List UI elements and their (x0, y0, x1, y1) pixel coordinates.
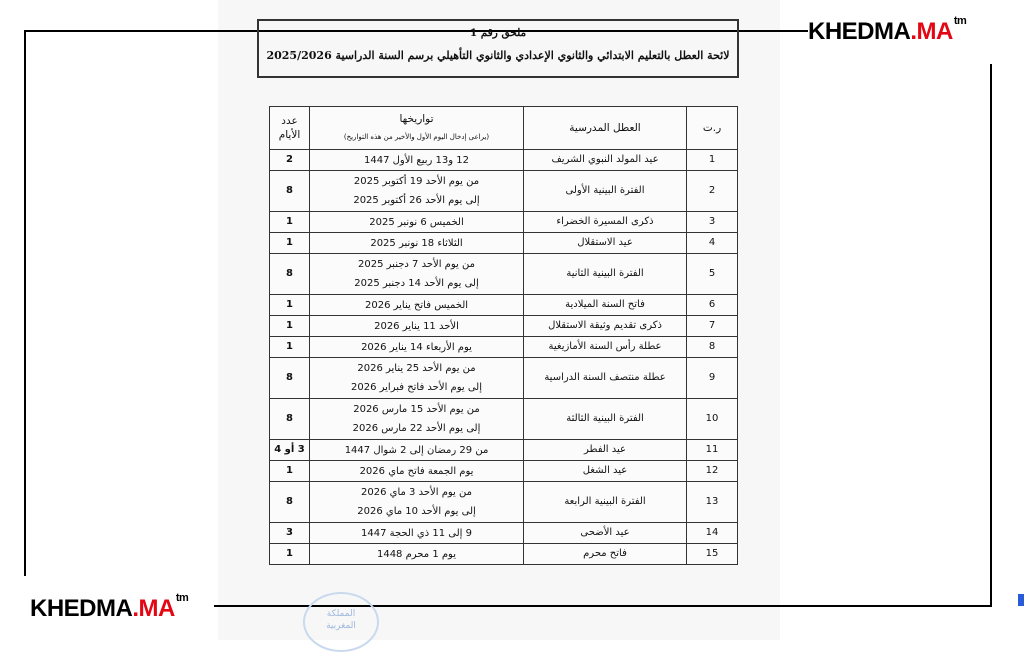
table-row (270, 461, 738, 482)
row-number: 8 (687, 337, 738, 358)
holiday-dates (310, 316, 524, 337)
date-line: يوم الأربعاء 14 يناير 2026 (361, 341, 472, 353)
table-row (270, 440, 738, 461)
holiday-dates (310, 254, 524, 295)
row-number: 6 (687, 295, 738, 316)
holiday-dates (310, 523, 524, 544)
document-title: لائحة العطل بالتعليم الابتدائي والثانوي الإعدادي والثانوي التأهيلي برسم السنة الدراسية 2025/2026 (266, 49, 730, 62)
holiday-name: عيد المولد النبوي الشريف (524, 150, 687, 171)
holiday-name: الفترة البينية الأولى (524, 171, 687, 212)
table-row (270, 544, 738, 565)
row-number: 7 (687, 316, 738, 337)
date-line: الخميس فاتح يناير 2026 (364, 299, 469, 311)
header-dates-label: تواريخها (399, 113, 434, 125)
holiday-name: عيد الفطر (524, 440, 687, 461)
days-count: 1 (270, 233, 310, 254)
days-count: 3 أو 4 (270, 440, 310, 461)
days-count: 8 (270, 399, 310, 440)
table-row (270, 212, 738, 233)
document-title-box (257, 19, 739, 78)
days-count: 2 (270, 150, 310, 171)
frame-line-right (990, 64, 992, 606)
table-row (270, 171, 738, 212)
date-line: إلى يوم الأحد 14 دجنبر 2025 (354, 278, 479, 289)
date-line: يوم 1 محرم 1448 (376, 548, 457, 560)
date-line: 9 إلى 11 ذي الحجة 1447 (360, 527, 472, 539)
table-header-row (270, 107, 738, 150)
holiday-dates (310, 399, 524, 440)
holiday-dates (310, 461, 524, 482)
table-row (270, 399, 738, 440)
holiday-dates (310, 233, 524, 254)
date-line: من يوم الأحد 15 مارس 2026 (353, 404, 480, 415)
date-line: إلى يوم الأحد 22 مارس 2026 (352, 423, 481, 434)
table-row (270, 254, 738, 295)
holiday-name: ذكرى المسيرة الخضراء (524, 212, 687, 233)
date-line: إلى يوم الأحد 26 أكتوبر 2025 (353, 195, 480, 206)
holiday-dates (310, 358, 524, 399)
brand-logo-top: $KHEDMA.MA^{tm}$ (808, 15, 967, 45)
date-line: من يوم الأحد 25 يناير 2026 (357, 363, 476, 374)
holiday-name: عطلة رأس السنة الأمازيغية (524, 337, 687, 358)
row-number: 15 (687, 544, 738, 565)
days-count: 3 (270, 523, 310, 544)
holiday-name: عيد الأضحى (524, 523, 687, 544)
holiday-name: الفترة البينية الثانية (524, 254, 687, 295)
days-count: 8 (270, 254, 310, 295)
holiday-dates (310, 482, 524, 523)
holiday-name: فاتح السنة الميلادية (524, 295, 687, 316)
days-count: 8 (270, 358, 310, 399)
holiday-dates (310, 337, 524, 358)
days-count: 8 (270, 482, 310, 523)
date-line: إلى يوم الأحد 10 ماي 2026 (357, 506, 476, 517)
stamp-line-1: المملكة (326, 609, 356, 619)
table-row (270, 337, 738, 358)
table-row (270, 482, 738, 523)
days-count: 1 (270, 295, 310, 316)
row-number: 2 (687, 171, 738, 212)
holiday-dates (310, 171, 524, 212)
table-row (270, 233, 738, 254)
date-line: من يوم الأحد 7 دجنبر 2025 (358, 259, 475, 270)
holiday-name: الفترة البينية الثالثة (524, 399, 687, 440)
brand-logo-bottom: $KHEDMA.MA^{tm}$ (30, 592, 189, 622)
holiday-name: الفترة البينية الرابعة (524, 482, 687, 523)
row-number: 11 (687, 440, 738, 461)
date-line: من يوم الأحد 19 أكتوبر 2025 (353, 176, 480, 187)
table-row (270, 523, 738, 544)
table-row (270, 316, 738, 337)
stamp-line-2: المغربية (326, 621, 356, 631)
holiday-name: عطلة منتصف السنة الدراسية (524, 358, 687, 399)
holiday-name: عيد الشغل (524, 461, 687, 482)
row-number: 1 (687, 150, 738, 171)
holidays-table (269, 106, 738, 565)
date-line: إلى يوم الأحد فاتح فبراير 2026 (350, 382, 483, 393)
date-line: الأحد 11 يناير 2026 (374, 320, 459, 332)
annex-title: ملحق رقم 1 (469, 27, 527, 39)
row-number: 5 (687, 254, 738, 295)
holiday-dates (310, 212, 524, 233)
holiday-dates (310, 150, 524, 171)
header-days: عدد الأيام (270, 107, 310, 150)
row-number: 13 (687, 482, 738, 523)
holiday-dates (310, 295, 524, 316)
official-stamp (303, 592, 379, 652)
days-count: 1 (270, 544, 310, 565)
days-count: 1 (270, 461, 310, 482)
row-number: 10 (687, 399, 738, 440)
header-dates-note: (يراعى إدخال اليوم الأول والأخير من هذه التواريخ) (343, 133, 490, 141)
holiday-dates (310, 544, 524, 565)
row-number: 14 (687, 523, 738, 544)
date-line: الثلاثاء 18 نونبر 2025 (370, 237, 463, 249)
date-line: يوم الجمعة فاتح ماي 2026 (359, 465, 474, 477)
date-line: 12 و13 ربيع الأول 1447 (363, 154, 469, 166)
days-count: 8 (270, 171, 310, 212)
header-holiday: العطل المدرسية (524, 107, 687, 150)
date-line: من 29 رمضان إلى 2 شوال 1447 (344, 444, 489, 456)
holiday-name: فاتح محرم (524, 544, 687, 565)
table-row (270, 150, 738, 171)
days-count: 1 (270, 316, 310, 337)
days-count: 1 (270, 212, 310, 233)
frame-line-left (24, 30, 26, 576)
row-number: 12 (687, 461, 738, 482)
header-number: ر.ت (687, 107, 738, 150)
table-row (270, 358, 738, 399)
date-line: من يوم الأحد 3 ماي 2026 (361, 487, 472, 498)
header-dates (310, 107, 524, 150)
date-line: الخميس 6 نونبر 2025 (369, 216, 464, 228)
row-number: 4 (687, 233, 738, 254)
row-number: 9 (687, 358, 738, 399)
corner-marker (1018, 594, 1024, 606)
holiday-name: ذكرى تقديم وثيقة الاستقلال (524, 316, 687, 337)
holiday-name: عيد الاستقلال (524, 233, 687, 254)
row-number: 3 (687, 212, 738, 233)
days-count: 1 (270, 337, 310, 358)
table-row (270, 295, 738, 316)
holiday-dates (310, 440, 524, 461)
